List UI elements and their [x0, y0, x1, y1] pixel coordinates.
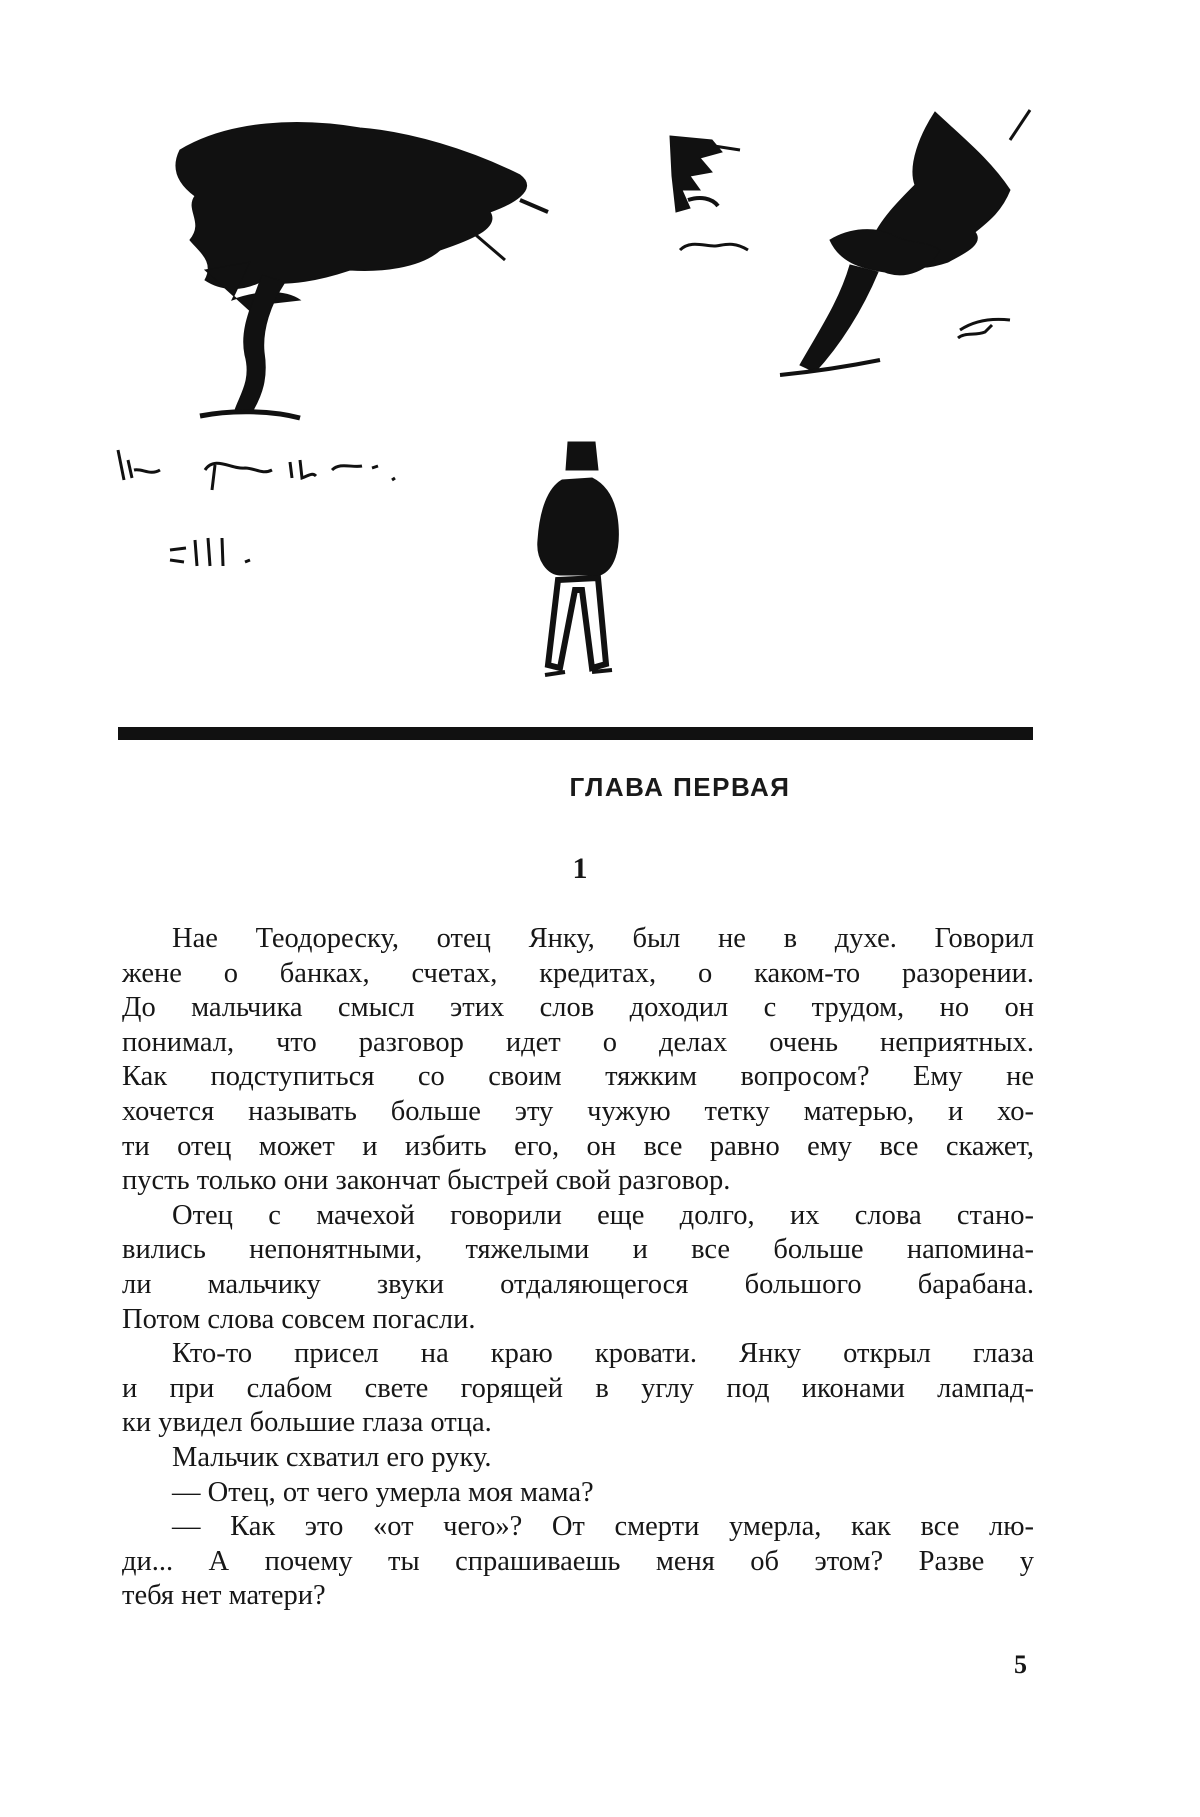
text-line: и при слабом свете горящей в углу под иконами лампад-: [122, 1372, 1034, 1404]
horizontal-rule: [118, 727, 1033, 740]
text-line: ти отец может и избить его, он все равно ему все скажет,: [122, 1130, 1034, 1162]
chapter-title: ГЛАВА ПЕРВАЯ: [569, 772, 791, 802]
text-line: — Как это «от чего»? От смерти умерла, как все лю-: [172, 1511, 1034, 1543]
page-number: 5: [1014, 1650, 1027, 1679]
text-line: Кто-то присел на краю кровати. Янку открыл глаза: [172, 1338, 1034, 1370]
left-tree-sketch: [176, 123, 548, 418]
text-line: Потом слова совсем погасли.: [122, 1303, 476, 1335]
ink-sketch-illustration: [0, 0, 1200, 760]
text-line: ди... А почему ты спрашиваешь меня об этом? Разве у: [122, 1545, 1034, 1577]
text-line: Мальчик схватил его руку.: [172, 1441, 492, 1473]
text-line: тебя нет матери?: [122, 1580, 326, 1612]
text-line: Нае Теодореску, отец Янку, был не в духе. Говорил: [172, 923, 1034, 954]
body-text: [122, 922, 1034, 1614]
text-line: До мальчика смысл этих слов доходил с трудом, но он: [122, 992, 1034, 1024]
text-line: вились непонятными, тяжелыми и все больше напомина-: [122, 1234, 1034, 1266]
text-line: понимал, что разговор идет о делах очень неприятных.: [122, 1026, 1034, 1058]
small-dog-sketch: [670, 136, 748, 250]
text-line: Отец с мачехой говорили еще долго, их слова стано-: [172, 1199, 1034, 1231]
text-line: ки увидел большие глаза отца.: [122, 1407, 492, 1439]
text-line: ли мальчику звуки отдаляющегося большого барабана.: [122, 1268, 1034, 1300]
text-line: жене о банках, счетах, кредитах, о каком-то разорении.: [122, 957, 1034, 989]
text-line: хочется называть больше эту чужую тетку матерью, и хо-: [122, 1095, 1034, 1127]
text-line: Как подступиться со своим тяжким вопросом? Ему не: [122, 1061, 1034, 1093]
text-line: — Отец, от чего умерла моя мама?: [172, 1476, 594, 1508]
right-tree-sketch: [780, 110, 1030, 375]
text-line: пусть только они закончат быстрей свой разговор.: [122, 1165, 731, 1197]
boy-figure-sketch: [538, 442, 619, 675]
section-number: 1: [572, 852, 588, 885]
